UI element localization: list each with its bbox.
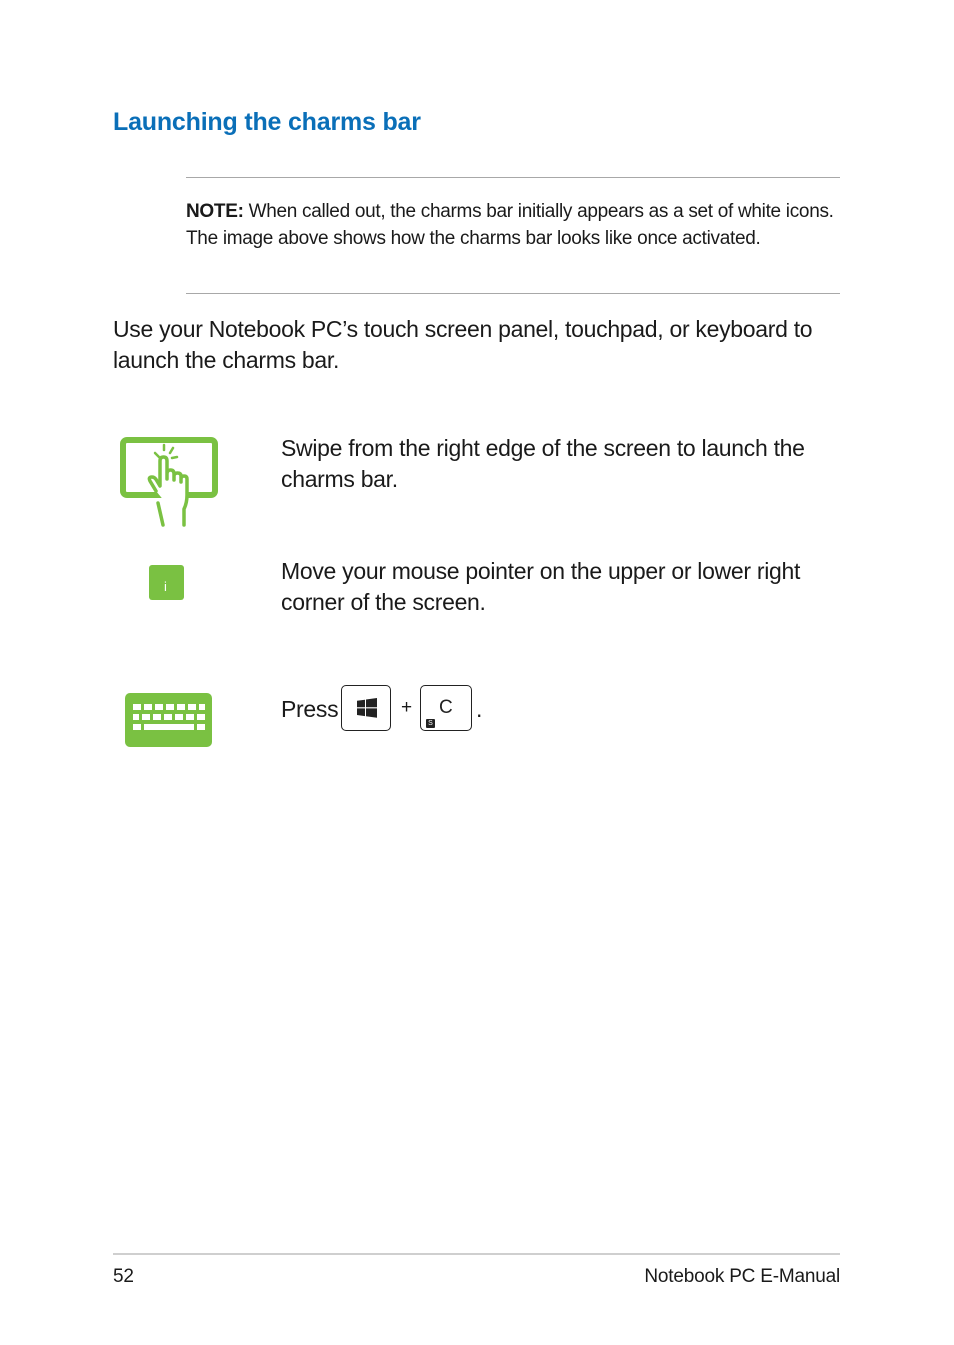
step-touch-text: Swipe from the right edge of the screen to launch the charms bar. xyxy=(281,435,805,492)
note-bottom-divider xyxy=(186,293,840,294)
keyboard-icon xyxy=(125,693,212,752)
windows-key xyxy=(341,685,391,731)
touchpad-icon xyxy=(149,565,184,600)
touch-swipe-icon xyxy=(120,437,220,534)
plus-sign: + xyxy=(401,697,413,718)
note-text: When called out, the charms bar initially appears as a set of white icons. The image above shows how the charms bar looks like once activated. xyxy=(186,201,834,249)
windows-logo-icon xyxy=(357,698,377,718)
c-key-sublabel: S xyxy=(426,719,435,728)
intro-paragraph: Use your Notebook PC’s touch screen panel, touchpad, or keyboard to launch the charms bar. xyxy=(113,316,813,373)
touchpad-icon-glyph: i xyxy=(164,579,167,594)
note-label: NOTE: xyxy=(186,201,244,222)
manual-title: Notebook PC E-Manual xyxy=(644,1266,840,1287)
step-keyboard-press: Press xyxy=(281,696,339,722)
c-key xyxy=(420,685,472,731)
note-top-divider xyxy=(186,177,840,178)
note-block xyxy=(186,198,836,252)
c-key-label: C xyxy=(439,697,453,718)
step-keyboard-period: . xyxy=(476,696,483,722)
footer-divider xyxy=(113,1253,840,1255)
section-title: Launching the charms bar xyxy=(113,108,421,136)
step-mouse-text: Move your mouse pointer on the upper or lower right corner of the screen. xyxy=(281,558,801,615)
page-number: 52 xyxy=(113,1266,134,1287)
